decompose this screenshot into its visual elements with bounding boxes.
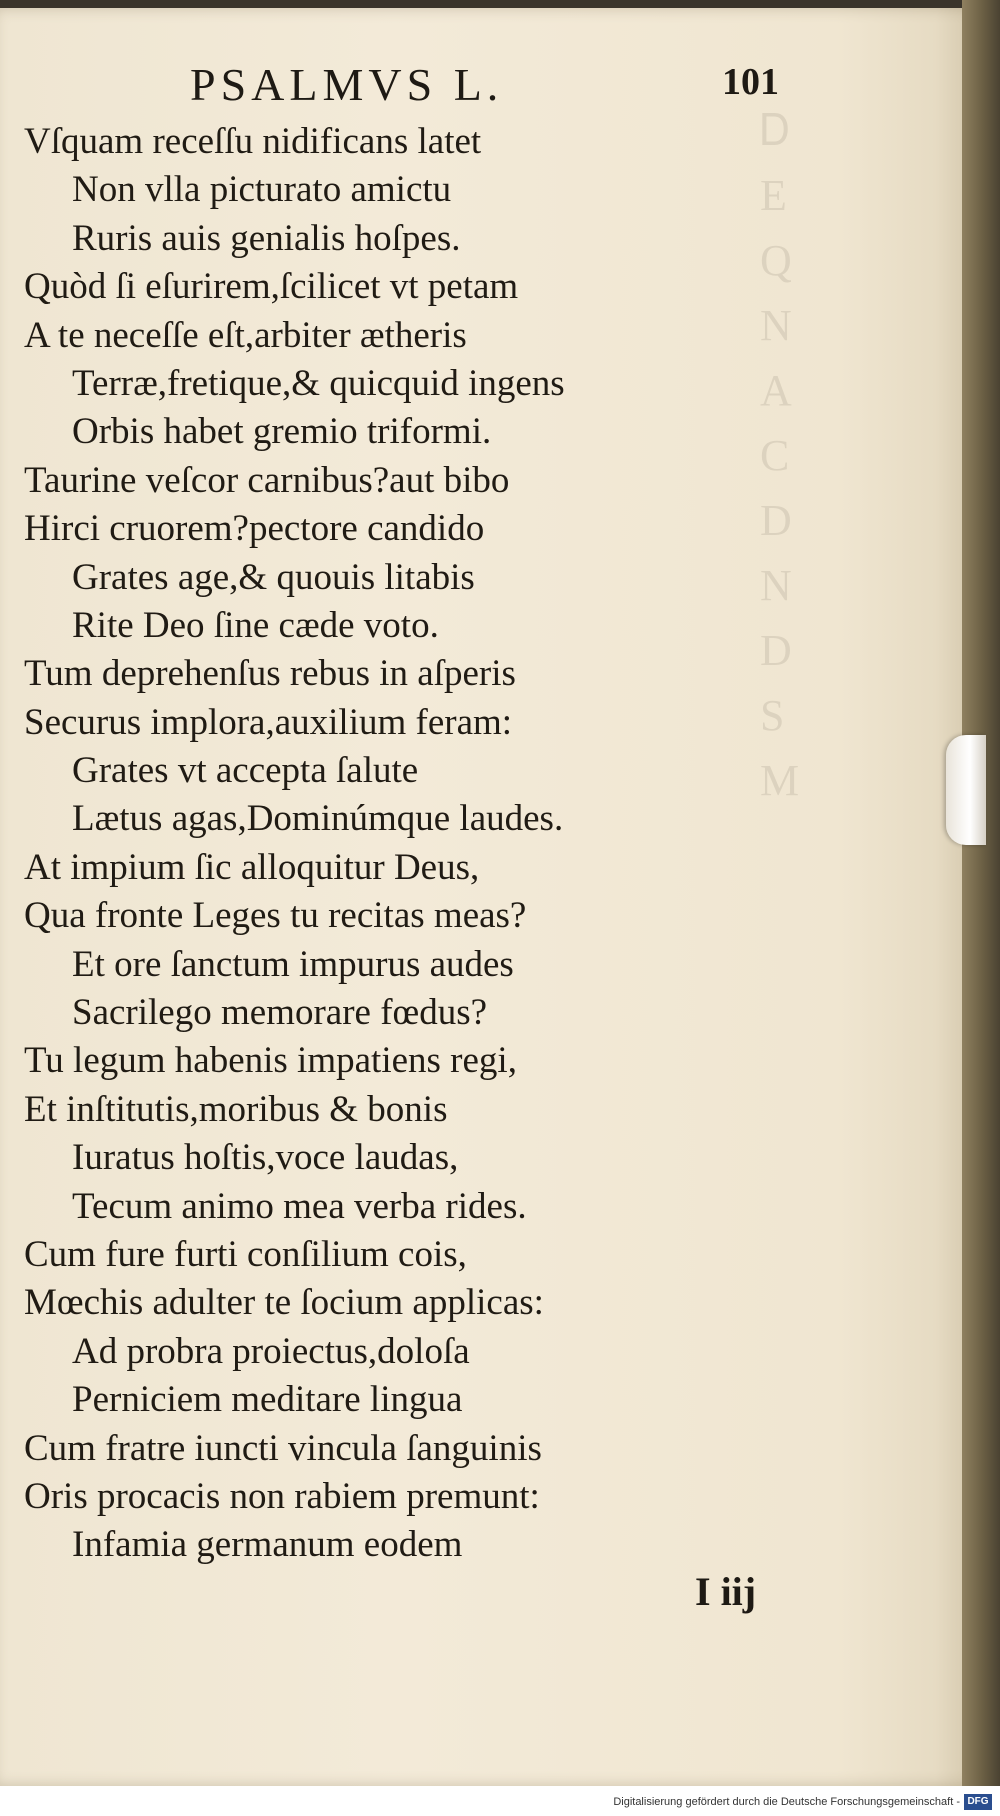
verse-line: Tecum animo mea verba rides.	[72, 1185, 527, 1227]
verse-line: Vſquam receſſu nidificans latet	[24, 121, 482, 162]
verse-line: Perniciem meditare lingua	[72, 1379, 463, 1421]
verse-line: Sacrilego memorare fœdus?	[72, 992, 488, 1034]
verse-line: At impium ſic alloquitur Deus,	[24, 846, 480, 888]
verse-line: Qua fronte Leges tu recitas meas?	[24, 895, 527, 937]
book-spine	[962, 0, 1000, 1786]
verse-line: Ad probra proiectus,doloſa	[72, 1330, 470, 1372]
verse-line: Iuratus hoſtis,voce laudas,	[72, 1137, 459, 1179]
verse-line: Et ore ſanctum impurus audes	[72, 943, 514, 985]
dfg-logo-icon: DFG	[964, 1794, 992, 1810]
page-number: 101	[722, 61, 779, 103]
verse-line: Et inſtitutis,moribus & bonis	[24, 1088, 448, 1130]
verse-line: Non vlla picturato amictu	[72, 169, 452, 211]
footer-bar	[0, 1786, 1000, 1816]
verse-line: Lætus agas,Dominúmque laudes.	[72, 798, 564, 840]
verse-line: Quòd ſi eſurirem,ſcilicet vt petam	[24, 266, 519, 308]
funding-credit: Digitalisierung gefördert durch die Deutsche Forschungsgemeinschaft -	[613, 1796, 960, 1808]
verse-line: Ruris auis genialis hoſpes.	[72, 217, 461, 259]
verse-block	[0, 118, 760, 1570]
verse-line: Cum fure furti conſilium cois,	[24, 1233, 467, 1275]
verse-line: Orbis habet gremio triformi.	[72, 411, 492, 453]
verse-line: Hirci cruorem?pectore candido	[24, 508, 485, 550]
verse-line: Grates age,& quouis litabis	[72, 556, 475, 598]
signature-mark: I iij	[695, 1569, 757, 1614]
verse-line: Oris procacis non rabiem premunt:	[24, 1475, 540, 1517]
page-header	[0, 48, 985, 118]
verse-line: Taurine veſcor carnibus?aut bibo	[24, 459, 510, 501]
verse-line: Rite Deo ſine cæde voto.	[72, 604, 439, 646]
verse-line: A te neceſſe eſt,arbiter ætheris	[24, 314, 467, 356]
verse-line: Cum fratre iuncti vincula ſanguinis	[24, 1427, 542, 1469]
verse-line: Tum deprehenſus rebus in aſperis	[24, 653, 516, 695]
verse-line: Securus implora,auxilium feram:	[24, 701, 513, 743]
show-through-text: Ꭰ Ε Q Ν Α C D Ν D S M	[760, 106, 800, 805]
book-page	[0, 8, 985, 1786]
verse-line: Tu legum habenis impatiens regi,	[24, 1040, 517, 1082]
verse-line: Mœchis adulter te ſocium applicas:	[24, 1282, 544, 1324]
verse-line: Terræ,fretique,& quicquid ingens	[72, 362, 565, 404]
page-clip	[946, 735, 986, 845]
running-title: PSALMVS L.	[190, 59, 504, 110]
verse-line: Infamia germanum eodem	[72, 1524, 463, 1566]
verse-line: Grates vt accepta ſalute	[72, 750, 419, 792]
